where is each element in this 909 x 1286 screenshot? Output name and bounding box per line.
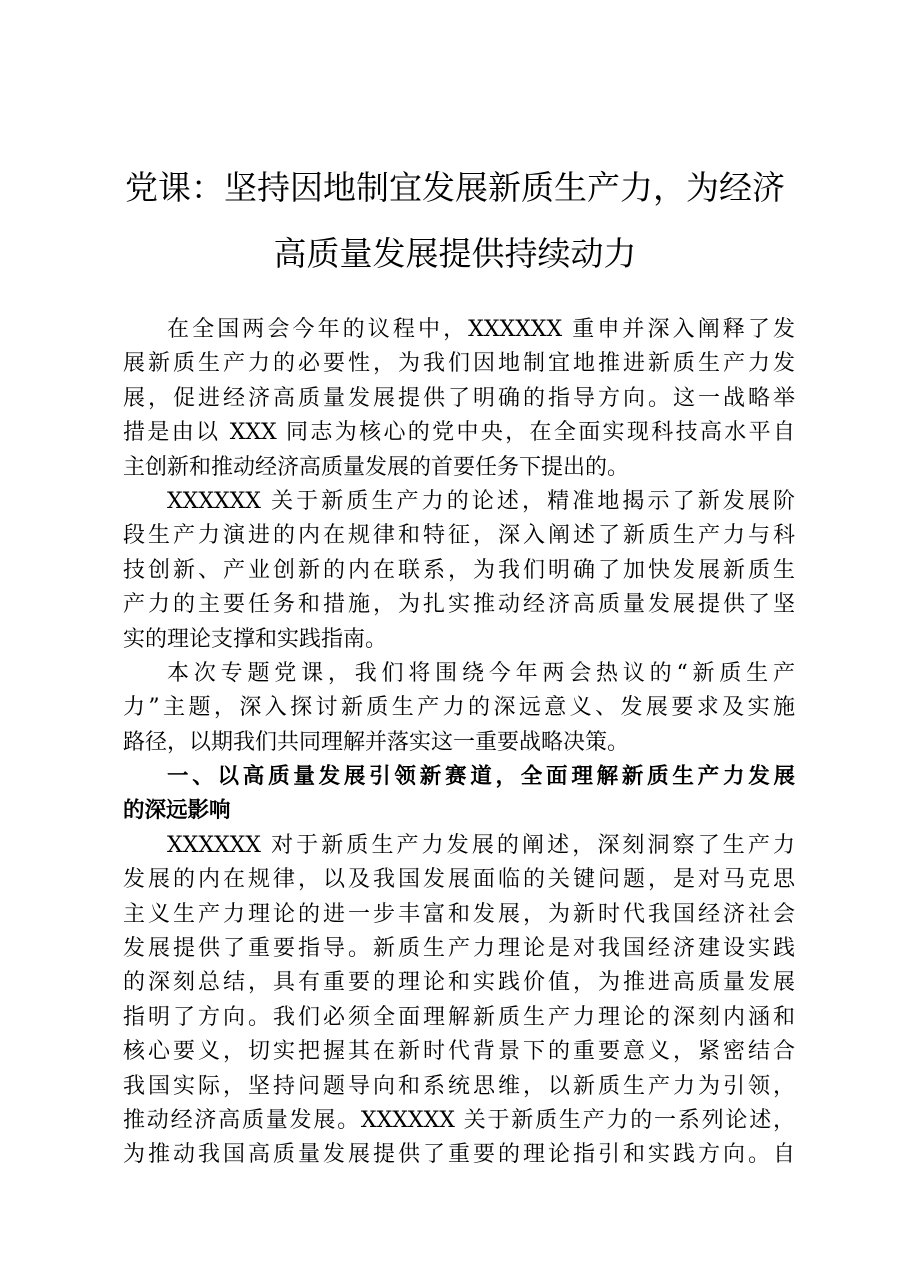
paragraph-line: 措是由以 XXX 同志为核心的党中央，在全面实现科技高水平自 (123, 420, 795, 446)
paragraph-line: 我国实际，坚持问题导向和系统思维，以新质生产力为引领， (123, 1073, 795, 1099)
paragraph-line: 段生产力演进的内在规律和特征，深入阐述了新质生产力与科 (123, 523, 795, 549)
paragraph-line: 展，促进经济高质量发展提供了明确的指导方向。这一战略举 (123, 385, 795, 411)
paragraph-line: 为推动我国高质量发展提供了重要的理论指引和实践方向。自 (123, 1142, 795, 1168)
paragraph-line: 本次专题党课，我们将围绕今年两会热议的“新质生产 (167, 660, 795, 686)
paragraph-line: 指明了方向。我们必须全面理解新质生产力理论的深刻内涵和 (123, 1004, 795, 1030)
paragraph-line: 实的理论支撑和实践指南。 (123, 626, 388, 652)
paragraph-line: 主义生产力理论的进一步丰富和发展，为新时代我国经济社会 (123, 901, 795, 927)
paragraph-line: XXXXXX 关于新质生产力的论述，精准地揭示了新发展阶 (167, 488, 795, 514)
title-line: 党课：坚持因地制宜发展新质生产力，为经济 (125, 168, 785, 207)
title-line: 高质量发展提供持续动力 (273, 234, 637, 273)
paragraph-line: 推动经济高质量发展。XXXXXX 关于新质生产力的一系列论述， (123, 1107, 795, 1133)
paragraph-line: 的深刻总结，具有重要的理论和实践价值，为推进高质量发展 (123, 970, 795, 996)
section-heading-line: 一、以高质量发展引领新赛道，全面理解新质生产力发展 (167, 764, 795, 790)
paragraph-line: 发展的内在规律，以及我国发展面临的关键问题，是对马克思 (123, 867, 795, 893)
paragraph-line: 展新质生产力的必要性，为我们因地制宜地推进新质生产力发 (123, 351, 795, 377)
paragraph-line: 核心要义，切实把握其在新时代背景下的重要意义，紧密结合 (123, 1039, 795, 1065)
paragraph-line: 发展提供了重要指导。新质生产力理论是对我国经济建设实践 (123, 936, 795, 962)
paragraph-line: 主创新和推动经济高质量发展的首要任务下提出的。 (123, 454, 630, 480)
section-heading-line: 的深远影响 (123, 798, 231, 824)
paragraph-line: 产力的主要任务和措施，为扎实推动经济高质量发展提供了坚 (123, 592, 795, 618)
paragraph-line: 力”主题，深入探讨新质生产力的深远意义、发展要求及实施 (123, 695, 795, 721)
paragraph-line: 路径，以期我们共同理解并落实这一重要战略决策。 (123, 729, 630, 755)
paragraph-line: 技创新、产业创新的内在联系，为我们明确了加快发展新质生 (123, 557, 795, 583)
paragraph-line: XXXXXX 对于新质生产力发展的阐述，深刻洞察了生产力 (167, 832, 795, 858)
document-body (123, 313, 795, 1173)
document-title (110, 155, 800, 287)
paragraph-line: 在全国两会今年的议程中，XXXXXX 重申并深入阐释了发 (167, 317, 795, 342)
